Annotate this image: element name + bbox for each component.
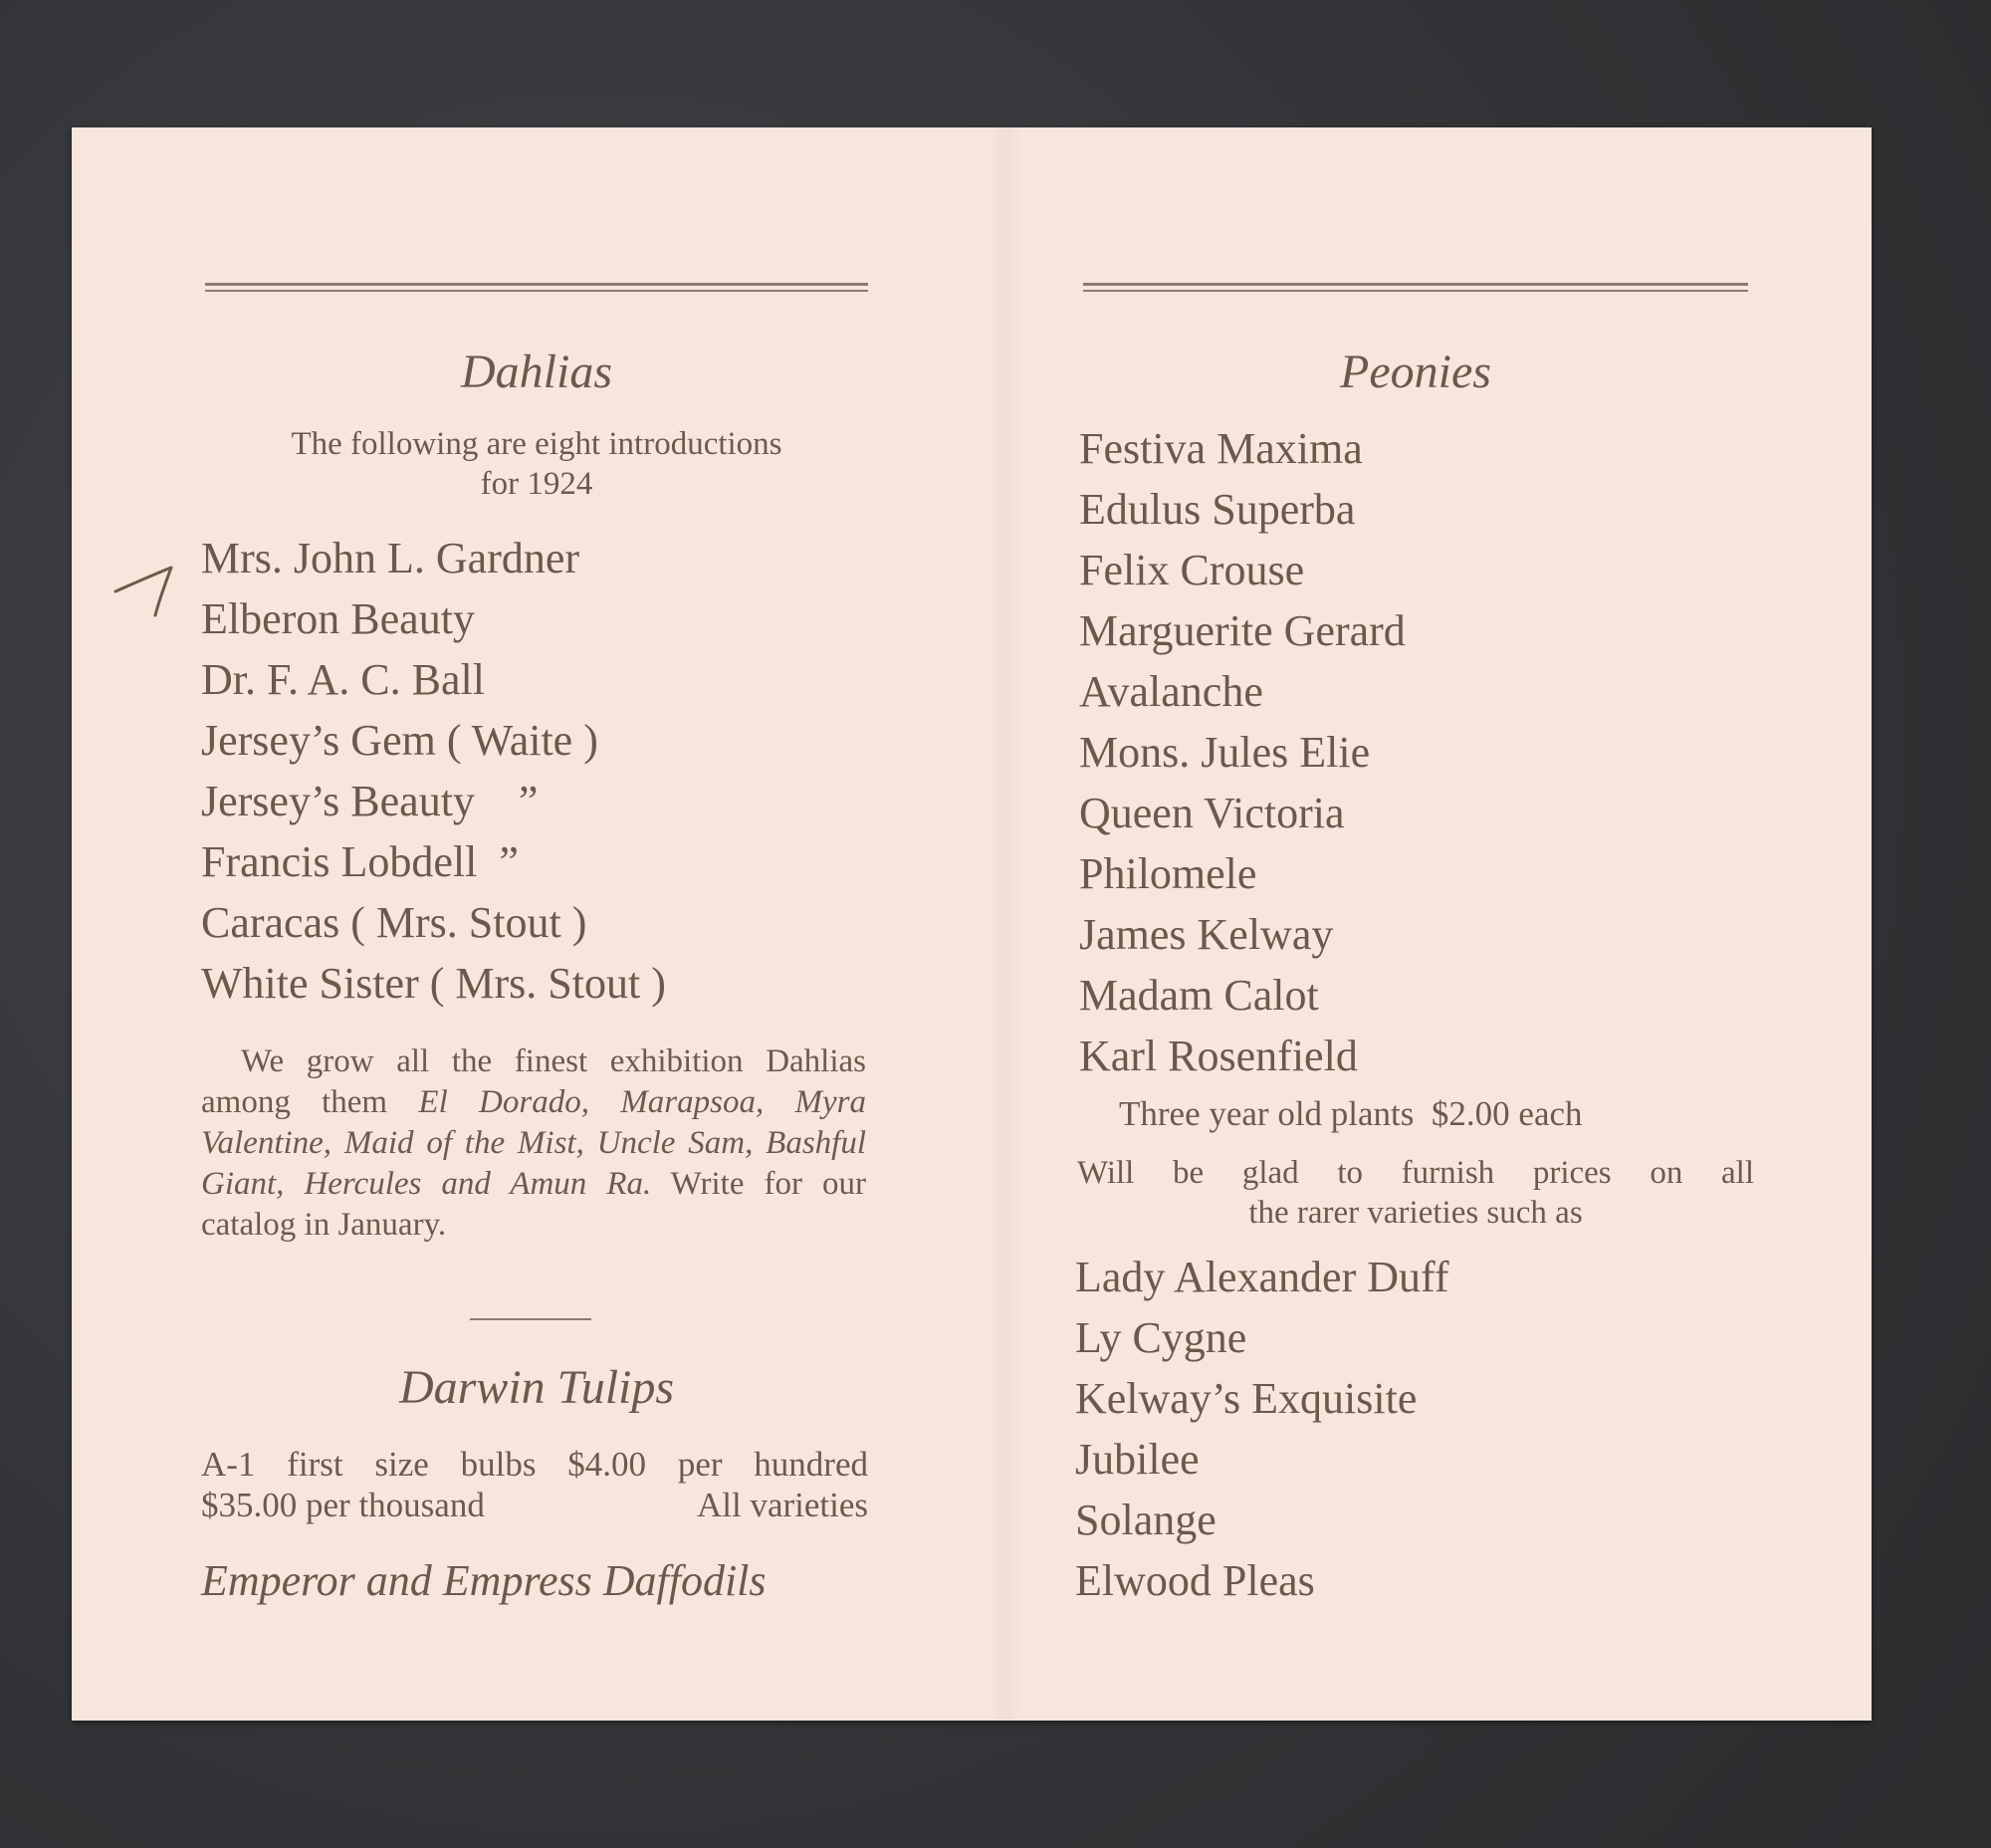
dahlia-item: Mrs. John L. Gardner xyxy=(201,534,580,582)
peonies-list xyxy=(1079,418,1406,1086)
darwin-tulips-heading: Darwin Tulips xyxy=(398,1361,675,1414)
rare-note-line-1: Will be glad to furnish prices on all xyxy=(1077,1155,1754,1191)
peony-price-note: Three year old plants $2.00 each xyxy=(1119,1094,1583,1133)
dahlia-item: Elberon Beauty xyxy=(201,594,475,643)
peony-item: Madam Calot xyxy=(1079,971,1319,1020)
tulips-price-line-1: A-1 first size bulbs $4.00 per hundred xyxy=(201,1445,868,1484)
dahlia-introductions-list xyxy=(201,528,666,1014)
peony-item: Philomele xyxy=(1079,849,1257,898)
rare-peony-item: Lady Alexander Duff xyxy=(1075,1253,1449,1301)
rare-peony-item: Kelway’s Exquisite xyxy=(1075,1374,1418,1423)
peonies-heading: Peonies xyxy=(1340,346,1491,398)
rare-peonies-list xyxy=(1075,1247,1449,1611)
rare-peony-item: Jubilee xyxy=(1075,1435,1200,1484)
rare-peony-item: Elwood Pleas xyxy=(1075,1556,1315,1605)
leaflet-card xyxy=(72,127,1872,1721)
rare-varieties-note xyxy=(1077,1153,1754,1243)
pencil-check-mark xyxy=(111,558,181,627)
peony-item: Edulus Superba xyxy=(1079,485,1356,534)
dahlia-item: Jersey’s Gem ( Waite ) xyxy=(201,716,598,765)
dahlias-intro-line-2: for 1924 xyxy=(480,466,593,502)
right-top-rule xyxy=(1083,283,1748,292)
paragraph-text-end: Write for our catalog in January. xyxy=(201,1166,867,1243)
exhibition-dahlias-paragraph xyxy=(201,1041,866,1246)
tulips-price-line-2: $35.00 per thousand xyxy=(201,1486,485,1524)
peony-item: Marguerite Gerard xyxy=(1079,606,1406,655)
peony-item: Queen Victoria xyxy=(1079,789,1345,837)
peony-item: James Kelway xyxy=(1079,910,1334,959)
daffodils-line: Emperor and Empress Daffodils xyxy=(201,1556,767,1605)
left-top-rule xyxy=(205,283,868,292)
section-divider xyxy=(470,1318,591,1320)
center-fold xyxy=(988,127,1023,1721)
dahlia-item: White Sister ( Mrs. Stout ) xyxy=(201,959,666,1008)
peony-item: Karl Rosenfield xyxy=(1079,1032,1358,1080)
paragraph-text: We grow all the finest exhibition Dahlias among them xyxy=(201,1043,866,1120)
dahlias-heading: Dahlias xyxy=(460,346,612,398)
tulips-all-varieties: All varieties xyxy=(696,1486,868,1524)
dahlia-item: Francis Lobdell ” xyxy=(201,837,519,886)
rare-note-line-2: the rarer varieties such as xyxy=(1248,1195,1583,1231)
rare-peony-item: Solange xyxy=(1075,1496,1217,1544)
paragraph-varieties-italic: El Dorado, Marapsoa, Myra Valentine, Maid of the Mist, Uncle Sam, Bashful Giant, Hercules and Amun Ra. xyxy=(201,1084,866,1202)
peony-item: Mons. Jules Elie xyxy=(1079,728,1371,777)
dahlia-item: Jersey’s Beauty ” xyxy=(201,777,539,825)
peony-item: Felix Crouse xyxy=(1079,546,1305,594)
dahlia-item: Caracas ( Mrs. Stout ) xyxy=(201,898,587,947)
dahlia-item: Dr. F. A. C. Ball xyxy=(201,655,485,704)
peony-item: Festiva Maxima xyxy=(1079,424,1363,473)
peony-item: Avalanche xyxy=(1079,667,1263,716)
dahlias-intro-line-1: The following are eight introductions xyxy=(291,426,782,462)
rare-peony-item: Ly Cygne xyxy=(1075,1313,1247,1362)
